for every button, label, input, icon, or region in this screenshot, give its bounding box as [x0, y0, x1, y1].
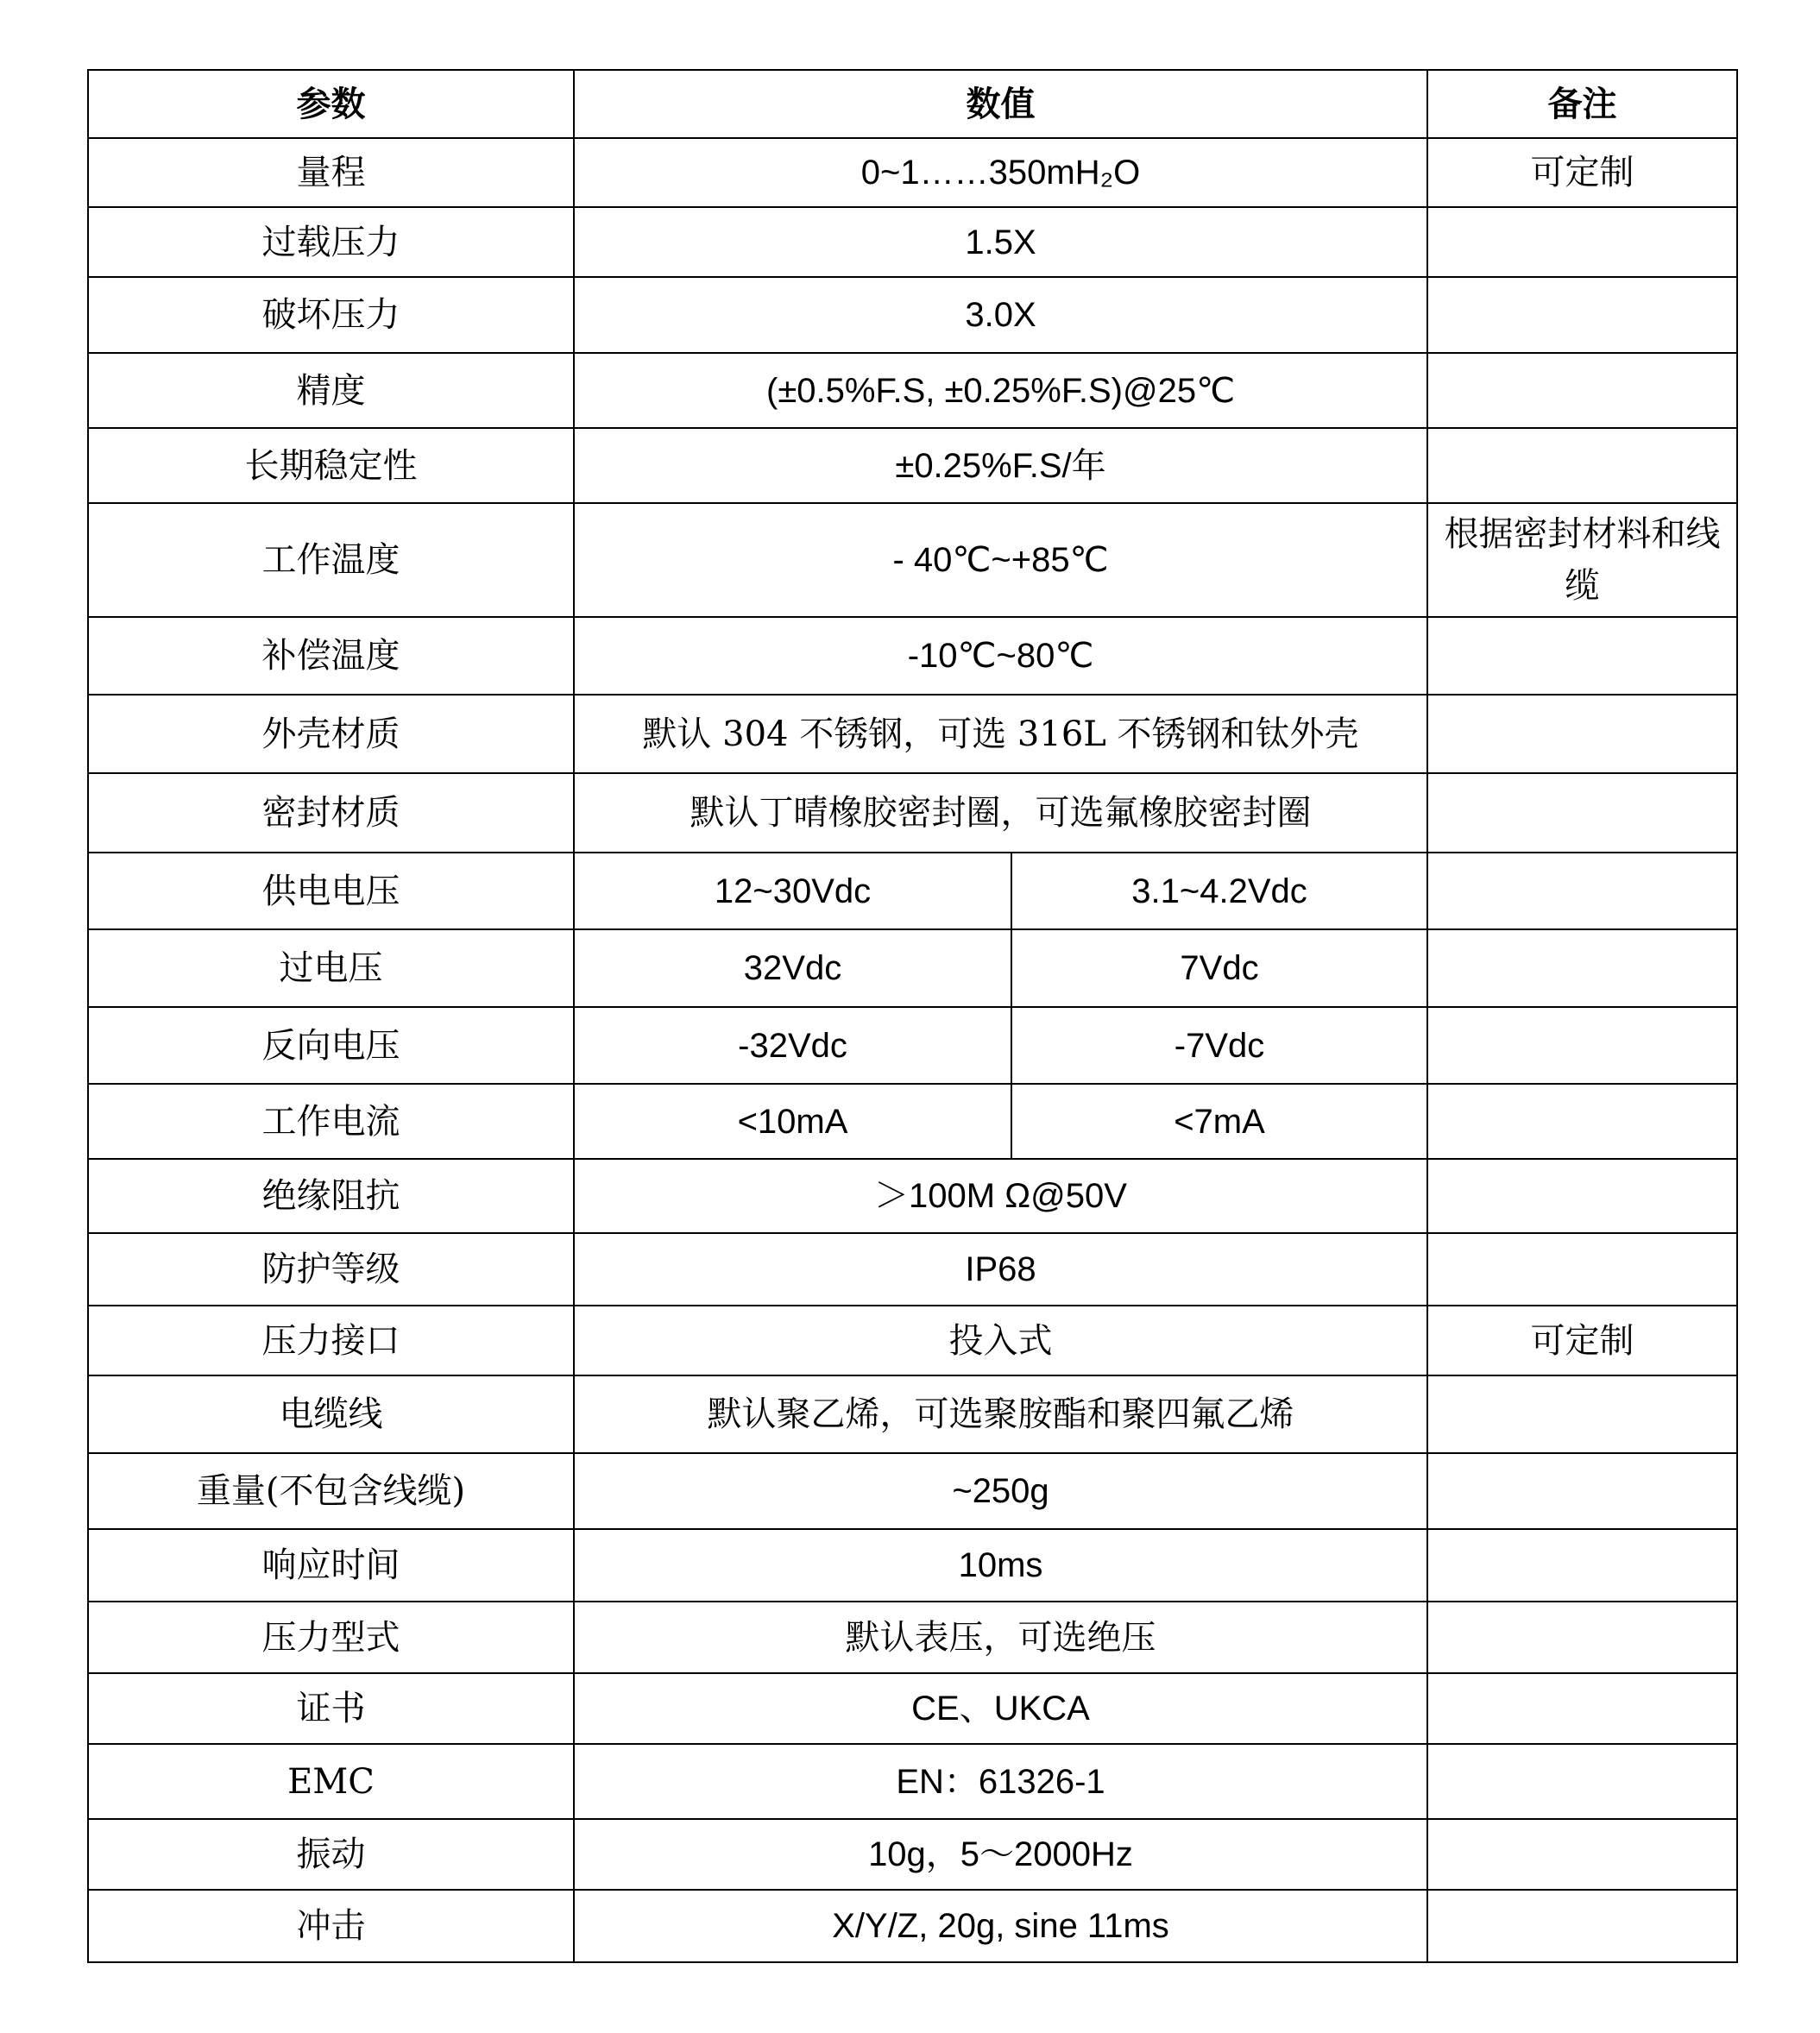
note-cell [1427, 1673, 1737, 1744]
table-row [88, 138, 1737, 207]
note-cell [1427, 773, 1737, 853]
param-cell: 防护等级 [88, 1233, 574, 1306]
value-cell: - 40℃~+85℃ [574, 503, 1427, 617]
note-cell [1427, 1602, 1737, 1673]
note-cell [1427, 1744, 1737, 1819]
param-cell: 长期稳定性 [88, 428, 574, 503]
value-cell: 1.5X [574, 207, 1427, 277]
table-row [88, 1890, 1737, 1962]
param-cell: 电缆线 [88, 1375, 574, 1453]
table-row [88, 1819, 1737, 1890]
param-cell: 量程 [88, 138, 574, 207]
note-cell [1427, 277, 1737, 353]
param-cell: 压力接口 [88, 1306, 574, 1375]
value-cell: 默认丁晴橡胶密封圈，可选氟橡胶密封圈 [574, 773, 1427, 853]
table-row [88, 207, 1737, 277]
note-cell [1427, 207, 1737, 277]
table-row [88, 1159, 1737, 1233]
header-value: 数值 [574, 70, 1427, 138]
table-row [88, 1602, 1737, 1673]
param-cell: 工作电流 [88, 1084, 574, 1159]
param-cell: 破坏压力 [88, 277, 574, 353]
note-cell [1427, 929, 1737, 1007]
value-cell: 投入式 [574, 1306, 1427, 1375]
param-cell: 过载压力 [88, 207, 574, 277]
note-cell [1427, 1007, 1737, 1084]
value-cell: EN：61326-1 [574, 1744, 1427, 1819]
value-cell: X/Y/Z, 20g, sine 11ms [574, 1890, 1427, 1962]
table-row [88, 617, 1737, 695]
value-cell-b: <7mA [1011, 1084, 1427, 1159]
value-cell: 默认聚乙烯，可选聚胺酯和聚四氟乙烯 [574, 1375, 1427, 1453]
note-cell [1427, 428, 1737, 503]
table-row [88, 1744, 1737, 1819]
value-cell: IP68 [574, 1233, 1427, 1306]
param-cell: 反向电压 [88, 1007, 574, 1084]
param-cell: 证书 [88, 1673, 574, 1744]
table-row [88, 503, 1737, 617]
table-row [88, 929, 1737, 1007]
param-cell: 冲击 [88, 1890, 574, 1962]
table-row [88, 1453, 1737, 1529]
header-note: 备注 [1427, 70, 1737, 138]
value-cell: ~250g [574, 1453, 1427, 1529]
note-cell [1427, 1819, 1737, 1890]
note-cell [1427, 617, 1737, 695]
header-param: 参数 [88, 70, 574, 138]
param-cell: 精度 [88, 353, 574, 428]
param-cell: 振动 [88, 1819, 574, 1890]
value-cell: ±0.25%F.S/年 [574, 428, 1427, 503]
note-cell [1427, 1453, 1737, 1529]
table-row [88, 1007, 1737, 1084]
param-cell: 工作温度 [88, 503, 574, 617]
param-cell: 响应时间 [88, 1529, 574, 1602]
value-cell-a: 12~30Vdc [574, 853, 1011, 929]
note-cell [1427, 1084, 1737, 1159]
table-row [88, 1529, 1737, 1602]
table-row [88, 773, 1737, 853]
table-row [88, 277, 1737, 353]
value-cell: 默认 304 不锈钢，可选 316L 不锈钢和钛外壳 [574, 695, 1427, 773]
value-cell-a: -32Vdc [574, 1007, 1011, 1084]
param-cell: 外壳材质 [88, 695, 574, 773]
note-cell [1427, 1159, 1737, 1233]
note-cell: 可定制 [1427, 138, 1737, 207]
value-cell: 10g，5～2000Hz [574, 1819, 1427, 1890]
note-cell [1427, 695, 1737, 773]
note-cell [1427, 1890, 1737, 1962]
note-cell [1427, 353, 1737, 428]
note-cell [1427, 1375, 1737, 1453]
value-cell: 10ms [574, 1529, 1427, 1602]
value-cell-a: 32Vdc [574, 929, 1011, 1007]
param-cell: 绝缘阻抗 [88, 1159, 574, 1233]
table-row [88, 853, 1737, 929]
value-cell-b: 3.1~4.2Vdc [1011, 853, 1427, 929]
value-cell: (±0.5%F.S, ±0.25%F.S)@25℃ [574, 353, 1427, 428]
table-row [88, 1673, 1737, 1744]
param-cell: 过电压 [88, 929, 574, 1007]
param-cell: EMC [88, 1744, 574, 1819]
value-cell-a: <10mA [574, 1084, 1011, 1159]
header-row [88, 70, 1737, 138]
table-row [88, 353, 1737, 428]
param-cell: 重量(不包含线缆) [88, 1453, 574, 1529]
value-cell-b: 7Vdc [1011, 929, 1427, 1007]
note-cell [1427, 1529, 1737, 1602]
value-cell: CE、UKCA [574, 1673, 1427, 1744]
table-row [88, 1233, 1737, 1306]
note-cell: 可定制 [1427, 1306, 1737, 1375]
table-row [88, 1084, 1737, 1159]
param-cell: 压力型式 [88, 1602, 574, 1673]
value-cell-b: -7Vdc [1011, 1007, 1427, 1084]
value-cell: -10℃~80℃ [574, 617, 1427, 695]
table-row [88, 695, 1737, 773]
note-cell: 根据密封材料和线缆 [1427, 503, 1737, 617]
value-cell: 3.0X [574, 277, 1427, 353]
note-cell [1427, 1233, 1737, 1306]
param-cell: 供电电压 [88, 853, 574, 929]
table-row [88, 1375, 1737, 1453]
table-row [88, 428, 1737, 503]
note-cell [1427, 853, 1737, 929]
value-cell: 默认表压，可选绝压 [574, 1602, 1427, 1673]
spec-table [87, 69, 1738, 1963]
value-cell: 0~1……350mH₂O [574, 138, 1427, 207]
value-cell: ＞100M Ω@50V [574, 1159, 1427, 1233]
param-cell: 补偿温度 [88, 617, 574, 695]
param-cell: 密封材质 [88, 773, 574, 853]
table-row [88, 1306, 1737, 1375]
